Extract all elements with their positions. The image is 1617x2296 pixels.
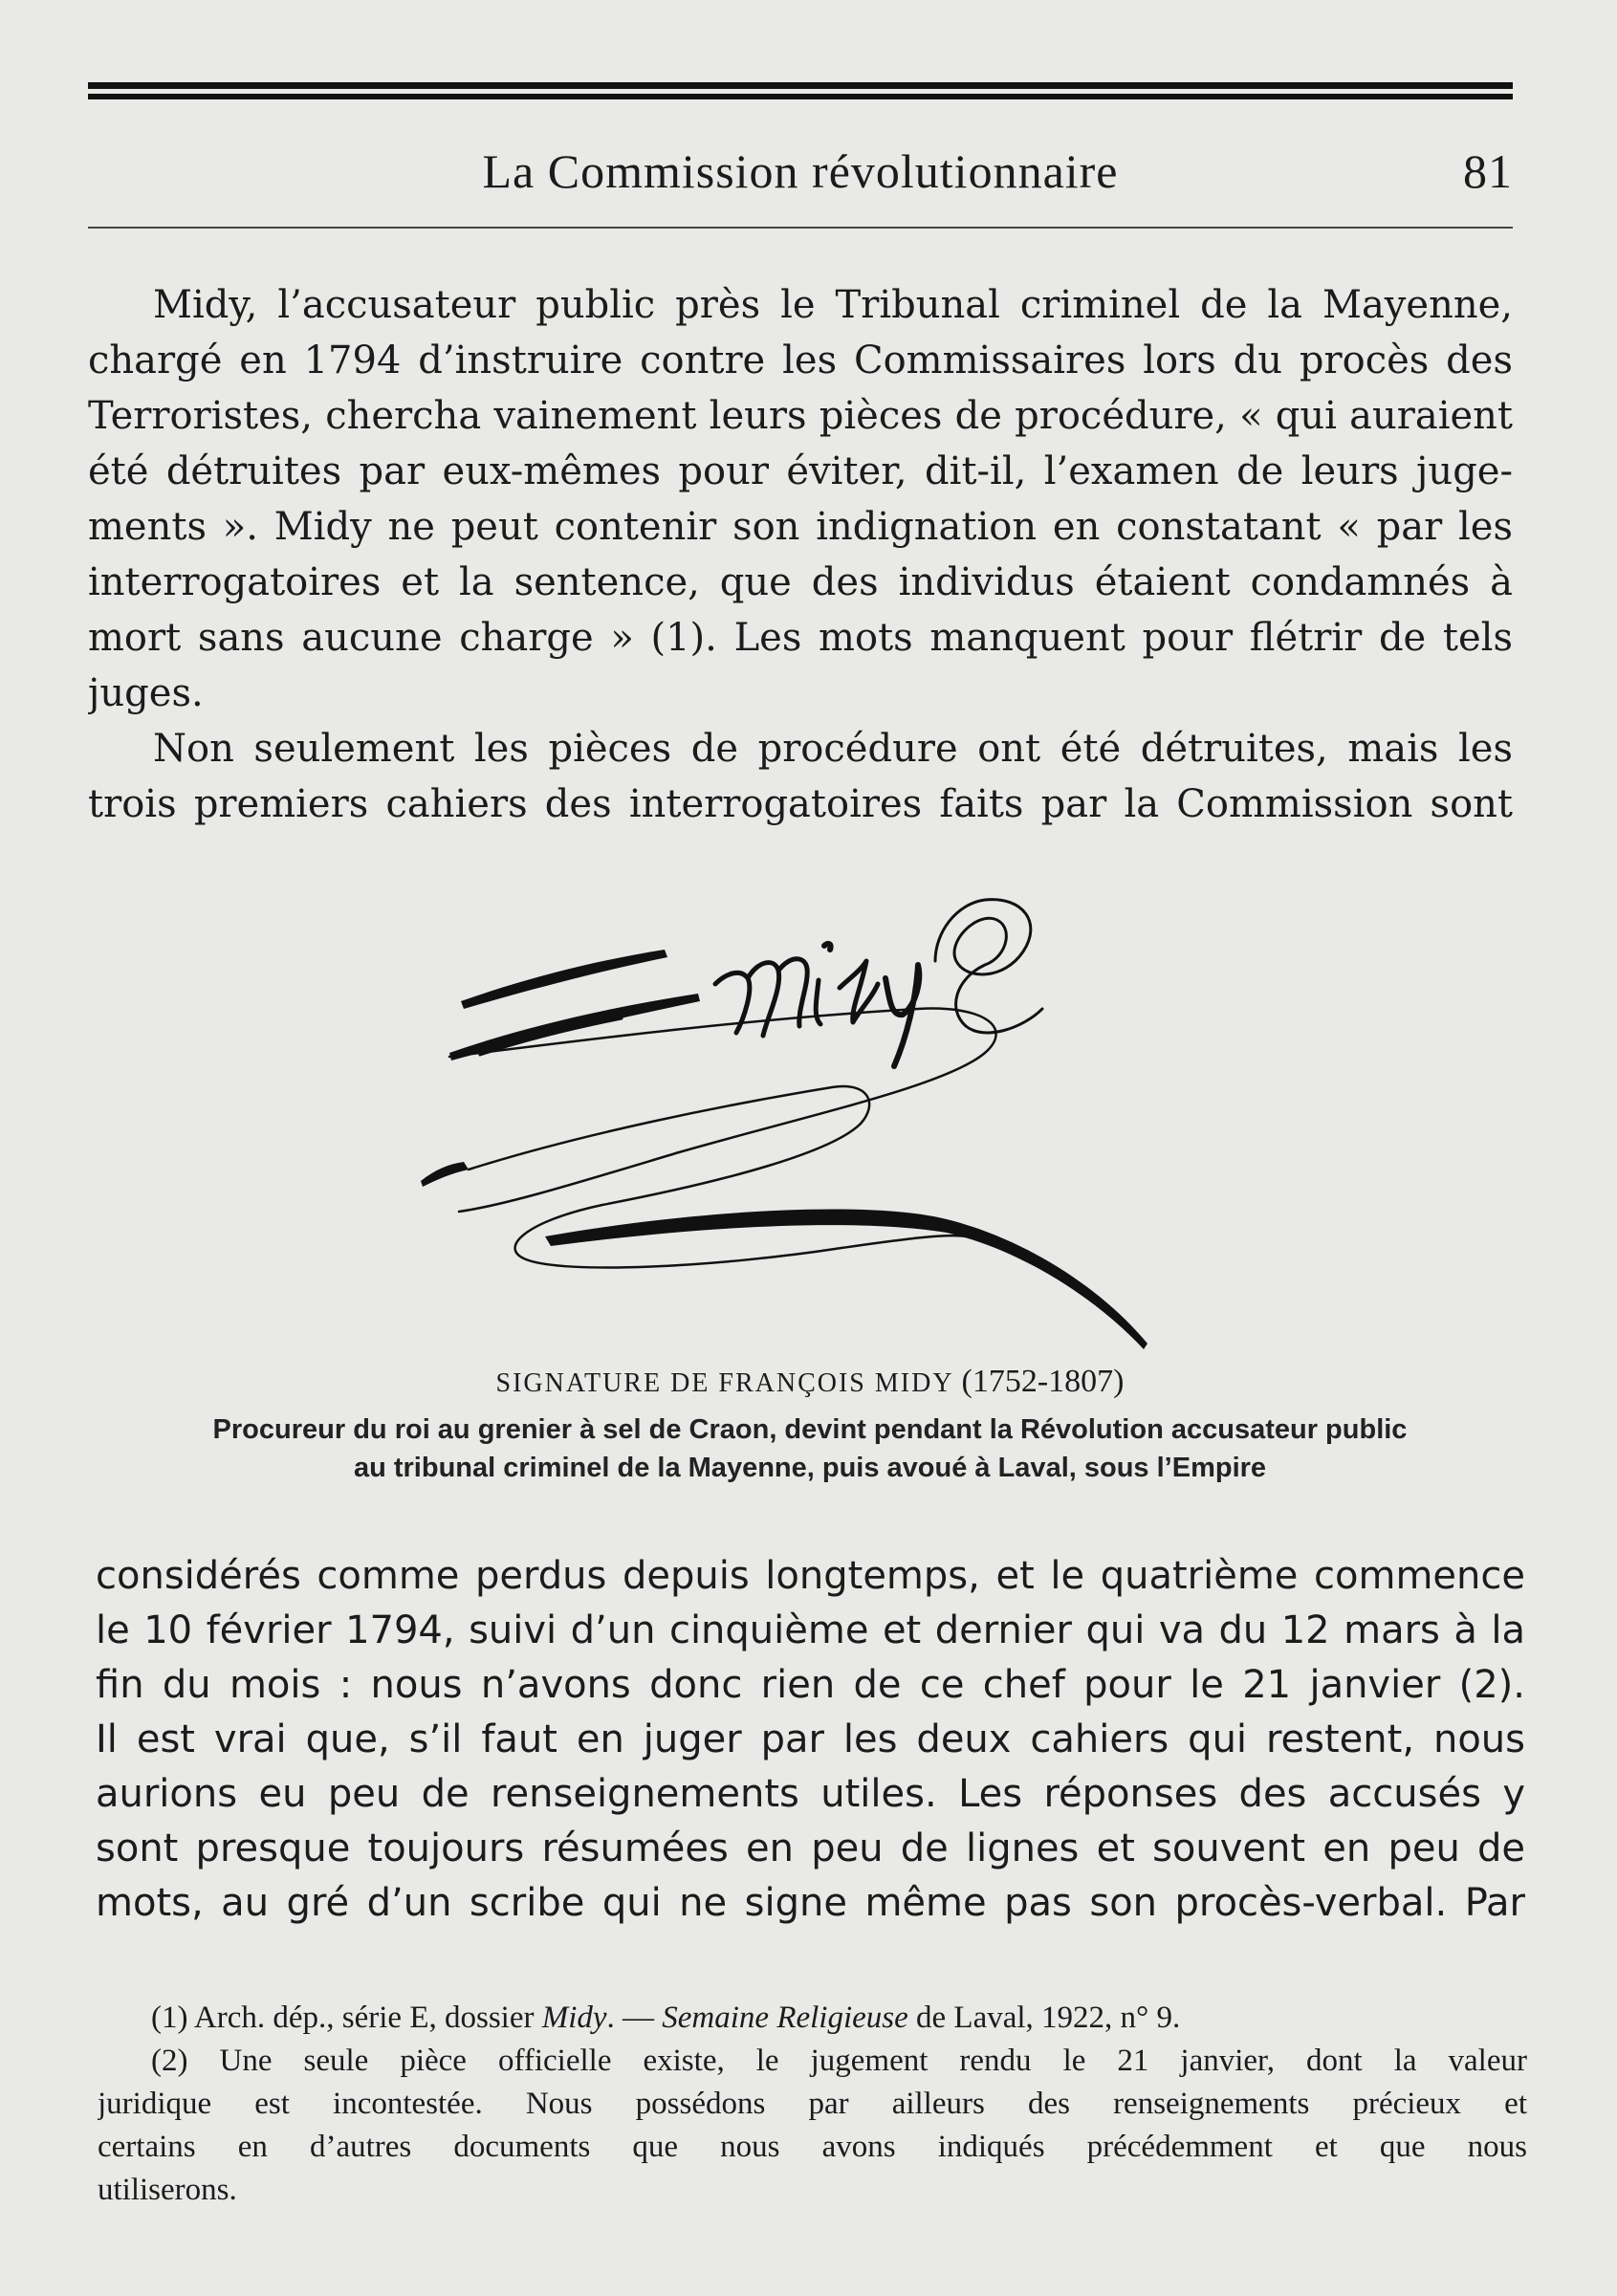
signature-image xyxy=(411,865,1214,1353)
footnote-text: de Laval, 1922, n° 9. xyxy=(916,2001,1181,2035)
footnote-italic: Semaine Religieuse xyxy=(662,2001,908,2035)
header-rule-thin xyxy=(88,227,1513,229)
caption-line: au tribunal criminel de la Mayenne, puis avoué à Laval, sous l’Empire xyxy=(353,1453,1267,1483)
footnote-2-line: certains en d’autres documents que nous avons indiqués précédemment et que nous xyxy=(98,2130,1527,2164)
text-line: le 10 février 1794, suivi d’un cinquième et dernier qui va du 12 mars à la xyxy=(96,1608,1525,1652)
text-line: chargé en 1794 d’instruire contre les Commissaires lors du procès des xyxy=(88,339,1513,383)
text-line: ments ». Midy ne peut contenir son indignation en constatant « par les xyxy=(88,505,1513,549)
text-line: considérés comme perdus depuis longtemps, et le quatrième commence xyxy=(96,1554,1525,1598)
caption-line: Procureur du roi au grenier à sel de Craon, devint pendant la Révolution accusateur public xyxy=(212,1414,1408,1445)
page-number: 81 xyxy=(1463,144,1513,198)
header-rule-thick-second xyxy=(88,94,1513,99)
running-head-title: La Commission révolutionnaire xyxy=(482,144,1119,198)
footnote-2-line: juridique est incontestée. Nous possédons par ailleurs des renseignements précieux et xyxy=(98,2087,1527,2121)
text-line: été détruites par eux-mêmes pour éviter, dit-il, l’examen de leurs juge- xyxy=(88,449,1513,493)
text-line: interrogatoires et la sentence, que des individus étaient condamnés à xyxy=(88,560,1513,604)
text-line: sont presque toujours résumées en peu de lignes et souvent en peu de xyxy=(96,1826,1525,1870)
footnote-italic: Midy xyxy=(541,2001,607,2035)
footnotes xyxy=(98,1997,1527,2212)
header-rule-thick xyxy=(88,82,1513,89)
text-line: juges. xyxy=(88,671,204,715)
footnote-2-line: (2) Une seule pièce officielle existe, le jugement rendu le 21 janvier, dont la valeur xyxy=(151,2044,1527,2078)
footnote-2-line: utiliserons. xyxy=(98,2173,237,2207)
figure-caption-title xyxy=(88,1364,1532,1400)
figure-caption-description xyxy=(88,1410,1532,1487)
body-text-bottom xyxy=(96,1549,1525,1931)
footnote-text: (1) Arch. dép., série E, dossier xyxy=(151,2001,535,2035)
body-text-top xyxy=(88,277,1513,832)
text-line: Non seulement les pièces de procédure ont été détruites, mais les xyxy=(153,727,1513,771)
text-line: aurions eu peu de renseignements utiles. Les réponses des accusés y xyxy=(96,1772,1525,1816)
footnote-1 xyxy=(98,1997,1527,2040)
running-head xyxy=(88,134,1513,210)
text-line: Midy, l’accusateur public près le Tribunal criminel de la Mayenne, xyxy=(153,283,1513,327)
text-line: mots, au gré d’un scribe qui ne signe même pas son procès-verbal. Par xyxy=(96,1881,1525,1925)
caption-dates: (1752-1807) xyxy=(961,1364,1125,1399)
caption-name: SIGNATURE DE FRANÇOIS MIDY xyxy=(495,1368,953,1398)
text-line: trois premiers cahiers des interrogatoires faits par la Commission sont xyxy=(88,782,1513,826)
text-line: mort sans aucune charge » (1). Les mots manquent pour flétrir de tels xyxy=(88,616,1513,660)
footnote-text: . — xyxy=(606,2001,655,2035)
text-line: fin du mois : nous n’avons donc rien de ce chef pour le 21 janvier (2). xyxy=(96,1663,1525,1707)
text-line: Terroristes, chercha vainement leurs pièces de procédure, « qui auraient xyxy=(88,394,1513,438)
text-line: Il est vrai que, s’il faut en juger par les deux cahiers qui restent, nous xyxy=(96,1717,1525,1761)
